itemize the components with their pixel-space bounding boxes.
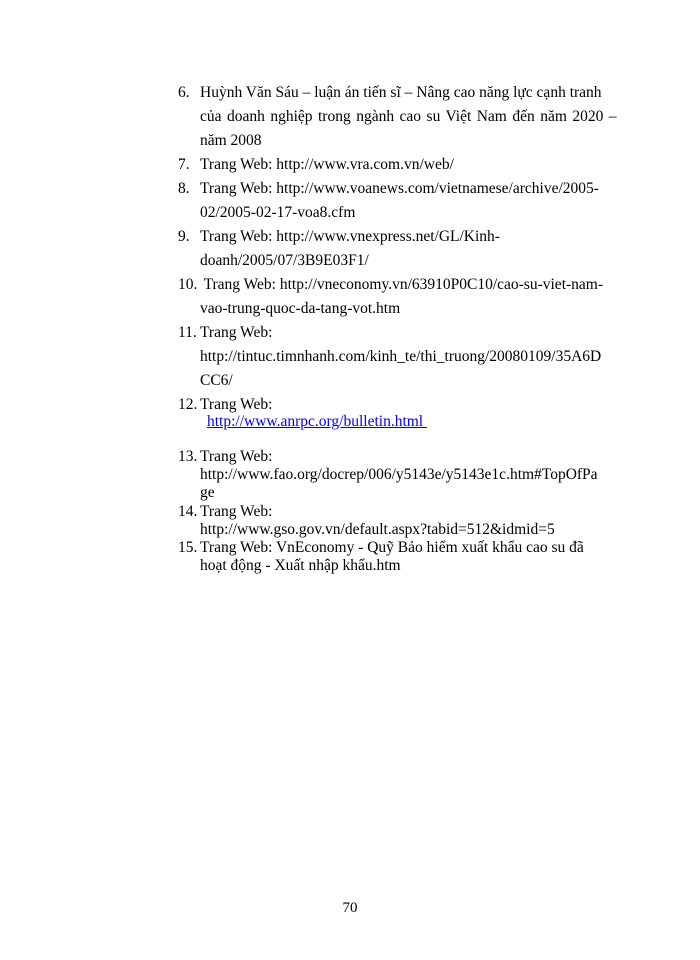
- reference-line: http://tintuc.timnhanh.com/kinh_te/thi_truong/20080109/35A6D: [200, 348, 602, 365]
- page-number: 70: [342, 900, 358, 916]
- reference-number: 8.: [178, 180, 190, 197]
- reference-number: 7.: [178, 156, 190, 173]
- reference-line: Trang Web: http://vneconomy.vn/63910P0C10/cao-su-viet-nam-: [200, 276, 604, 293]
- reference-line: năm 2008: [200, 132, 262, 149]
- reference-number: 9.: [178, 228, 190, 245]
- reference-line: ge: [200, 484, 215, 501]
- reference-line: doanh/2005/07/3B9E03F1/: [200, 252, 369, 269]
- reference-line: Trang Web:: [200, 396, 273, 413]
- reference-number: 6.: [178, 84, 190, 101]
- reference-number: 11.: [178, 324, 197, 341]
- reference-line: CC6/: [200, 372, 233, 389]
- reference-line: Trang Web: http://www.voanews.com/vietnamese/archive/2005-: [200, 180, 599, 197]
- reference-line: của doanh nghiệp trong ngành cao su Việt Nam đến năm 2020 –: [200, 108, 617, 125]
- reference-line: hoạt động - Xuất nhập khẩu.htm: [200, 557, 401, 574]
- reference-number: 12.: [178, 396, 198, 413]
- reference-line: 02/2005-02-17-voa8.cfm: [200, 204, 356, 221]
- reference-line: Trang Web: VnEconomy - Quỹ Bảo hiểm xuất khẩu cao su đã: [200, 539, 584, 556]
- reference-line: Trang Web:: [200, 503, 273, 520]
- reference-line: http://www.fao.org/docrep/006/y5143e/y5143e1c.htm#TopOfPa: [200, 466, 598, 483]
- reference-number: 13.: [178, 448, 198, 465]
- reference-line: Trang Web: http://www.vra.com.vn/web/: [200, 156, 454, 173]
- reference-number: 15.: [178, 539, 198, 556]
- reference-line: Trang Web:: [200, 448, 273, 465]
- reference-line: http://www.gso.gov.vn/default.aspx?tabid=512&idmid=5: [200, 521, 555, 538]
- reference-line: Trang Web: http://www.vnexpress.net/GL/Kinh-: [200, 228, 500, 245]
- reference-line: Trang Web:: [200, 324, 273, 341]
- reference-number: 14.: [178, 503, 198, 520]
- reference-number: 10.: [178, 276, 198, 293]
- reference-line: vao-trung-quoc-da-tang-vot.htm: [200, 300, 401, 317]
- reference-line: Huỳnh Văn Sáu – luận án tiến sĩ – Nâng cao năng lực cạnh tranh: [200, 84, 602, 101]
- reference-link[interactable]: http://www.anrpc.org/bulletin.html: [207, 413, 427, 430]
